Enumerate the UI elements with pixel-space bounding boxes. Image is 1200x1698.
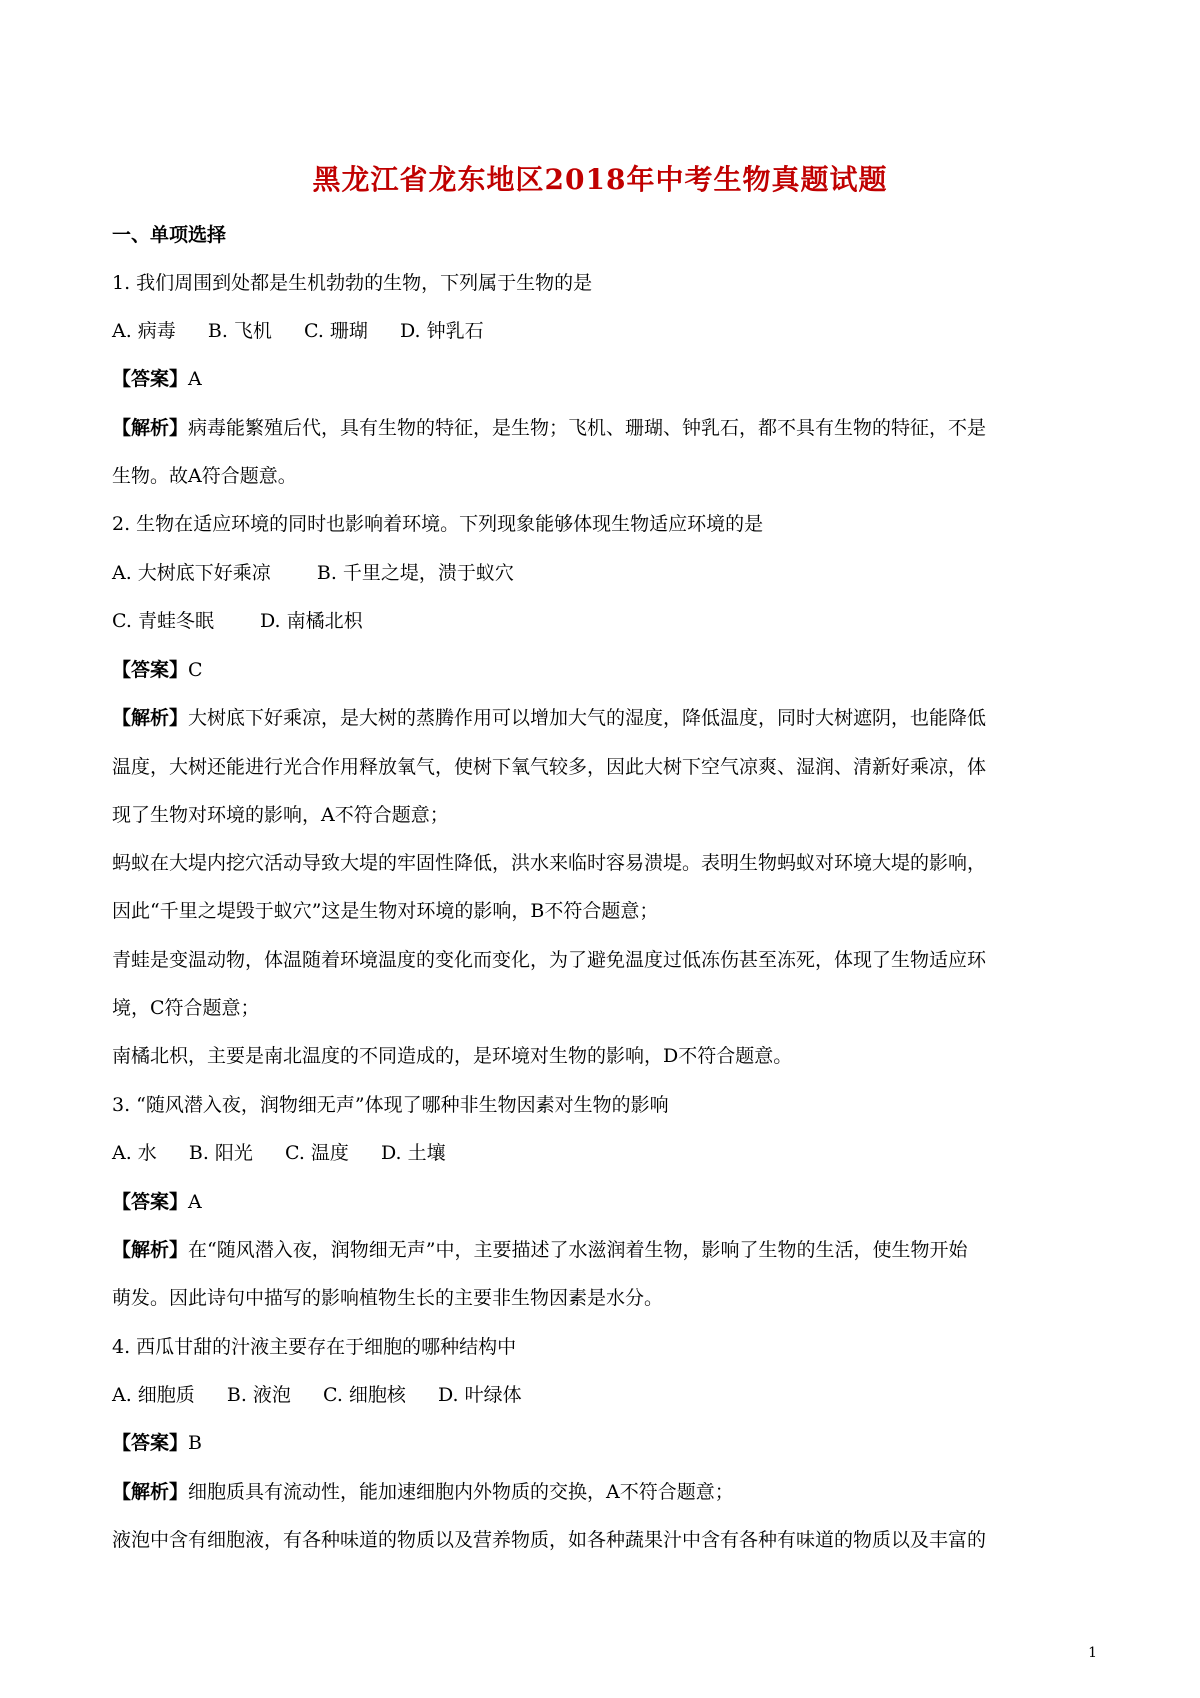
q2-analysis-line-2: 温度，大树还能进行光合作用释放氧气，使树下氧气较多，因此大树下空气凉爽、湿润、清新好乘凉，体	[112, 756, 987, 778]
question-4-stem: 4. 西瓜甘甜的汁液主要存在于细胞的哪种结构中	[112, 1336, 517, 1358]
q2-analysis-line-4: 蚂蚁在大堤内挖穴活动导致大堤的牢固性降低，洪水来临时容易溃堤。表明生物蚂蚁对环境大堤的影响，	[112, 852, 987, 874]
page-title: 黑龙江省龙东地区2018年中考生物真题试题	[312, 163, 888, 196]
analysis-text: 细胞质具有流动性，能加速细胞内外物质的交换，A不符合题意；	[188, 1481, 734, 1503]
question-1-stem: 1. 我们周围到处都是生机勃勃的生物，下列属于生物的是	[112, 272, 593, 294]
question-2-options-row-1	[112, 558, 540, 585]
answer-value: A	[188, 1191, 202, 1213]
question-2-options-row-2	[112, 606, 389, 633]
q4-analysis-line-2: 液泡中含有细胞液，有各种味道的物质以及营养物质，如各种蔬果汁中含有各种有味道的物质以及丰富的	[112, 1529, 987, 1551]
analysis-text: 大树底下好乘凉，是大树的蒸腾作用可以增加大气的湿度，降低温度，同时大树遮阴，也能降低	[188, 707, 987, 729]
question-2-stem: 2. 生物在适应环境的同时也影响着环境。下列现象能够体现生物适应环境的是	[112, 513, 764, 535]
q3-option-d: D. 土壤	[380, 1142, 446, 1164]
q3-option-b: B. 阳光	[188, 1142, 253, 1164]
q2-option-a: A. 大树底下好乘凉	[112, 562, 271, 584]
q1-option-a: A. 病毒	[112, 320, 176, 342]
analysis-text: 病毒能繁殖后代，具有生物的特征，是生物；飞机、珊瑚、钟乳石，都不具有生物的特征，不是	[188, 417, 987, 439]
q2-answer	[112, 655, 203, 682]
analysis-text: 在“随风潜入夜，润物细无声”中，主要描述了水滋润着生物，影响了生物的生活，使生物开始	[188, 1239, 968, 1261]
q1-analysis-line-2: 生物。故A符合题意。	[112, 465, 297, 487]
q4-option-a: A. 细胞质	[112, 1384, 195, 1406]
q2-analysis-line-3: 现了生物对环境的影响，A不符合题意；	[112, 804, 449, 826]
question-4-options	[112, 1380, 548, 1407]
answer-label: 【答案】	[112, 368, 189, 390]
answer-label: 【答案】	[112, 1191, 189, 1213]
q1-option-d: D. 钟乳石	[399, 320, 484, 342]
page-number: 1	[1088, 1645, 1097, 1661]
analysis-label: 【解析】	[112, 417, 189, 439]
q2-analysis-line-1	[112, 703, 986, 730]
answer-label: 【答案】	[112, 659, 189, 681]
q3-option-a: A. 水	[112, 1142, 157, 1164]
q1-answer	[112, 364, 202, 391]
q2-option-d: D. 南橘北枳	[260, 610, 363, 632]
q3-analysis-line-2: 萌发。因此诗句中描写的影响植物生长的主要非生物因素是水分。	[112, 1287, 664, 1309]
q2-analysis-line-7: 境，C符合题意；	[112, 997, 260, 1019]
q1-option-b: B. 飞机	[207, 320, 272, 342]
q3-analysis-line-1	[112, 1235, 967, 1262]
q3-answer	[112, 1187, 202, 1214]
q4-option-b: B. 液泡	[226, 1384, 291, 1406]
question-3-stem: 3. “随风潜入夜，润物细无声”体现了哪种非生物因素对生物的影响	[112, 1094, 669, 1116]
q2-option-c: C. 青蛙冬眠	[112, 610, 214, 632]
analysis-label: 【解析】	[112, 707, 189, 729]
q3-option-c: C. 温度	[284, 1142, 349, 1164]
answer-value: C	[188, 659, 203, 681]
answer-value: A	[188, 368, 202, 390]
answer-value: B	[188, 1432, 202, 1454]
question-1-options	[112, 316, 510, 343]
answer-label: 【答案】	[112, 1432, 189, 1454]
q4-answer	[112, 1428, 202, 1455]
question-3-options	[112, 1138, 472, 1165]
q4-option-d: D. 叶绿体	[437, 1384, 522, 1406]
analysis-label: 【解析】	[112, 1239, 189, 1261]
q1-analysis-line-1	[112, 413, 986, 440]
q2-analysis-line-6: 青蛙是变温动物，体温随着环境温度的变化而变化，为了避免温度过低冻伤甚至冻死，体现了生物适应环	[112, 949, 987, 971]
q2-analysis-line-8: 南橘北枳，主要是南北温度的不同造成的，是环境对生物的影响，D不符合题意。	[112, 1045, 793, 1067]
q4-option-c: C. 细胞核	[322, 1384, 406, 1406]
q2-option-b: B. 千里之堤，溃于蚁穴	[316, 562, 514, 584]
section-heading: 一、单项选择	[112, 224, 227, 246]
q4-analysis-line-1	[112, 1477, 734, 1504]
q2-analysis-line-5: 因此“千里之堤毁于蚁穴”这是生物对环境的影响，B不符合题意；	[112, 900, 659, 922]
q1-option-c: C. 珊瑚	[303, 320, 368, 342]
analysis-label: 【解析】	[112, 1481, 189, 1503]
